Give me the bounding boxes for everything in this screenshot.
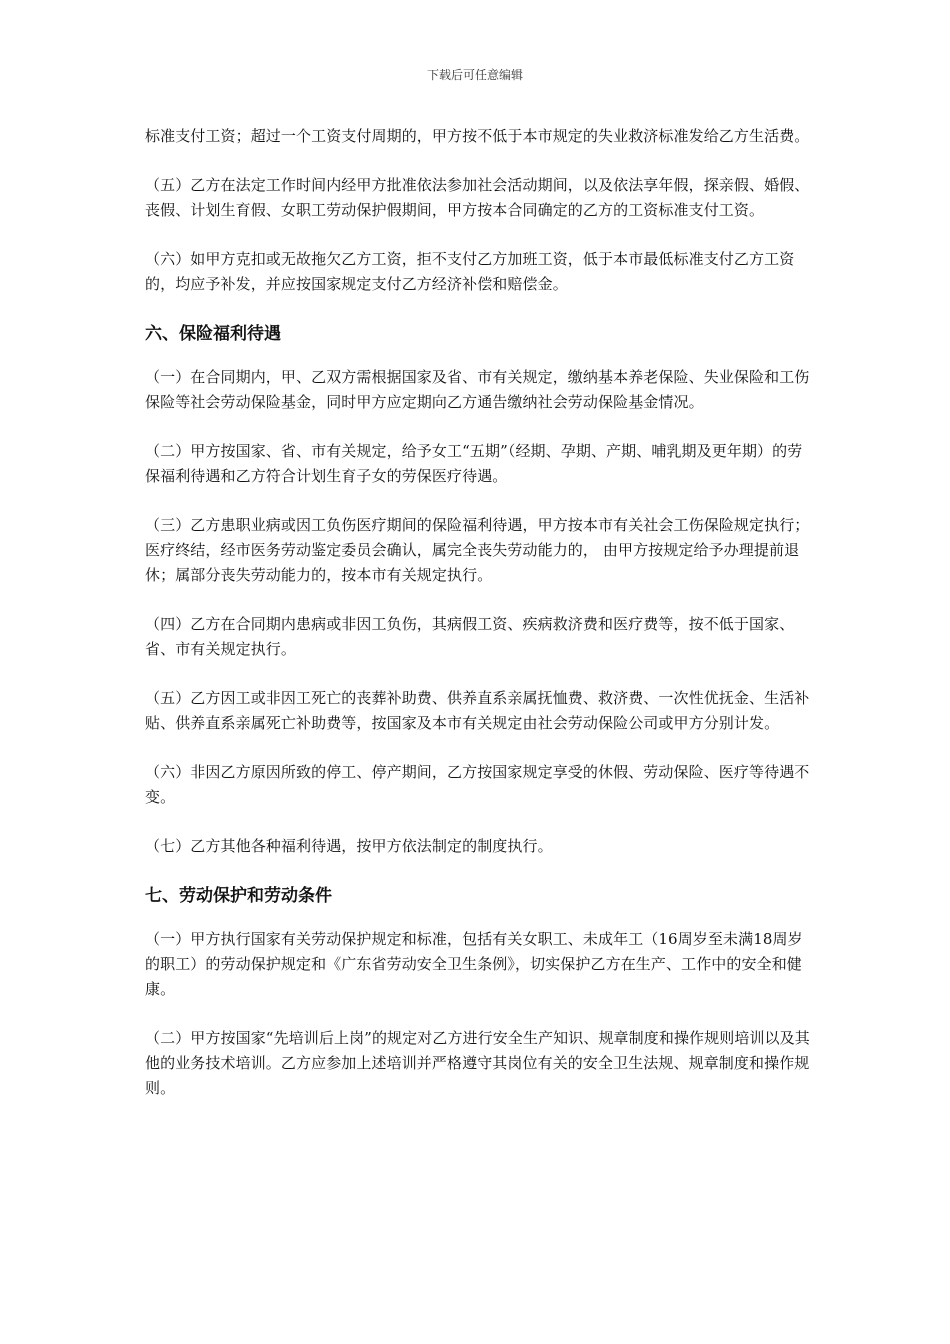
page-header: 下载后可任意编辑	[426, 68, 523, 82]
paragraph: （六）非因乙方原因所致的停工、停产期间，乙方按国家规定享受的休假、劳动保险、医疗等待遇不变。	[145, 763, 810, 806]
paragraph: （六）如甲方克扣或无故拖欠乙方工资，拒不支付乙方加班工资，低于本市最低标准支付乙方工资的，均应予补发，并应按国家规定支付乙方经济补偿和赔偿金。	[145, 250, 795, 293]
paragraph: （七）乙方其他各种福利待遇，按甲方依法制定的制度执行。	[145, 837, 553, 855]
paragraph: 标准支付工资；超过一个工资支付周期的，甲方按不低于本市规定的失业救济标准发给乙方生活费。	[145, 127, 810, 145]
paragraph: （二）甲方按国家“先培训后上岗”的规定对乙方进行安全生产知识、规章制度和操作规则培训以及其他的业务技术培训。乙方应参加上述培训并严格遵守其岗位有关的安全卫生法规、规章制度和操作规则。	[145, 1029, 810, 1097]
paragraph: （一）甲方执行国家有关劳动保护规定和标准，包括有关女职工、未成年工（16周岁至未满18周岁的职工）的劳动保护规定和《广东省劳动安全卫生条例》，切实保护乙方在生产、工作中的安全和健康。	[145, 930, 803, 998]
paragraph: （三）乙方患职业病或因工负伤医疗期间的保险福利待遇，甲方按本市有关社会工伤保险规定执行；医疗终结，经市医务劳动鉴定委员会确认，属完全丧失劳动能力的， 由甲方按规定给予办理提前退休；属部分丧失劳动能力的，按本市有关规定执行。	[145, 516, 810, 584]
document-body	[145, 124, 810, 1125]
paragraph: （一）在合同期内，甲、乙双方需根据国家及省、市有关规定，缴纳基本养老保险、失业保险和工伤保险等社会劳动保险基金，同时甲方应定期向乙方通告缴纳社会劳动保险基金情况。	[145, 368, 810, 411]
section-heading-insurance: 六、保险福利待遇	[145, 324, 281, 344]
paragraph: （二）甲方按国家、省、市有关规定，给予女工“五期”（经期、孕期、产期、哺乳期及更年期）的劳保福利待遇和乙方符合计划生育子女的劳保医疗待遇。	[145, 442, 803, 485]
paragraph: （五）乙方因工或非因工死亡的丧葬补助费、供养直系亲属抚恤费、救济费、一次性优抚金、生活补贴、供养直系亲属死亡补助费等，按国家及本市有关规定由社会劳动保险公司或甲方分别计发。	[145, 689, 810, 732]
section-heading-labor-protection: 七、劳动保护和劳动条件	[145, 886, 332, 906]
paragraph: （五）乙方在法定工作时间内经甲方批准依法参加社会活动期间，以及依法享年假，探亲假、婚假、丧假、计划生育假、女职工劳动保护假期间，甲方按本合同确定的乙方的工资标准支付工资。	[145, 176, 810, 219]
paragraph: （四）乙方在合同期内患病或非因工负伤，其病假工资、疾病救济费和医疗费等，按不低于国家、省、市有关规定执行。	[145, 615, 795, 658]
